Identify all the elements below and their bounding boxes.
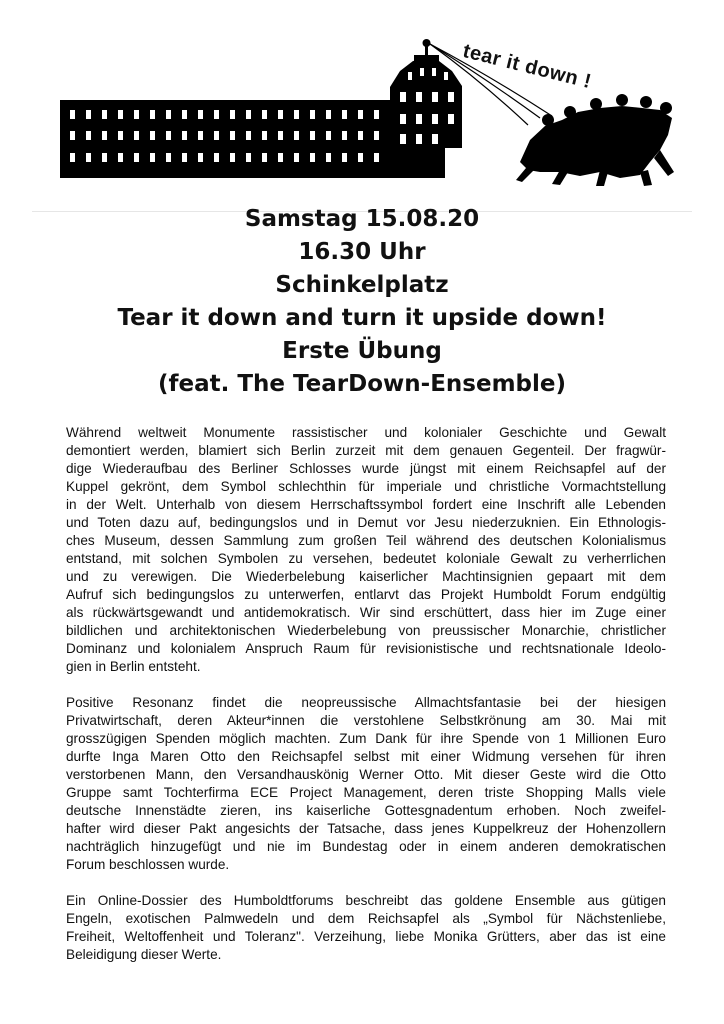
text-line: bildlichen und architektonischen Wiederbelebung von preussischer Monarchie, christlicher xyxy=(66,623,666,638)
text-line: Positive Resonanz findet die neopreussische Allmachtsfantasie bei der hiesigen xyxy=(66,695,666,710)
event-date: Samstag 15.08.20 xyxy=(244,206,480,232)
paragraph xyxy=(66,424,666,676)
text-line: Privatwirtschaft, deren Akteur*innen die verstohlene Selbstkrönung am 30. Mai mit xyxy=(66,713,666,728)
text-line: demontiert werden, blamiert sich Berlin zurzeit mit dem genauen Gegenteil. Der fragwür- xyxy=(66,443,666,458)
text-line: ches Museum, dessen Sammlung zum großen Teil während des deutschen Kolonialismus xyxy=(66,533,666,548)
text-line: Freiheit, Weltoffenheit und Toleranz". Verzeihung, liebe Monika Grütters, aber das ist eine xyxy=(66,929,666,944)
text-line: und zu verewigen. Die Wiederbelebung kaiserlicher Machtinsignien gepaart mit dem xyxy=(66,569,666,584)
text-line: Gruppe samt Tochterfirma ECE Project Management, deren triste Shopping Malls viele xyxy=(66,785,666,800)
text-line: Engeln, exotischen Palmwedeln und dem Reichsapfel als „Symbol für Nächstenliebe, xyxy=(66,911,666,926)
body-text xyxy=(66,424,666,982)
text-line: und Toten dazu auf, bedingungslos und in Demut vor Jesu niederzuknien. Ein Ethnologis- xyxy=(66,515,666,530)
paragraph xyxy=(66,892,666,964)
text-line: Forum beschlossen wurde. xyxy=(66,857,230,872)
text-line: Während weltweit Monumente rassistischer und kolonialer Geschichte und Gewalt xyxy=(66,425,666,440)
text-line: hafter wird dieser Pakt angesichts der Tatsache, dass jenes Kuppelkreuz der Hohenzollern xyxy=(66,821,666,836)
text-line: in der Welt. Unterhalb von diesem Herrschaftssymbol fordert eine Inschrift alle Lebenden xyxy=(66,497,666,512)
text-line: entstand, mit solchen Symbolen zu versehen, bedeutet koloniale Gewalt zu verherrlichen xyxy=(66,551,666,566)
event-subtitle: Erste Übung xyxy=(282,338,442,364)
text-line: Aufruf sich bedingungslos zu unterwerfen, entlarvt das Projekt Humboldt Forum endgültig xyxy=(66,587,666,602)
tagline: tear it down ! xyxy=(460,40,594,94)
header-illustration xyxy=(0,0,724,205)
text-line: deutsche Innenstädte zieren, ins kaiserliche Gottesgnadentum erhoben. Noch zweifel- xyxy=(66,803,666,818)
text-line: verstorbenen Mann, den Versandhauskönig Werner Otto. Mit dieser Geste wird die Otto xyxy=(66,767,666,782)
text-line: Dominanz und kolonialem Anspruch Raum für revisionistische und rechtsnationale Ideolo- xyxy=(66,641,666,656)
event-time: 16.30 Uhr xyxy=(298,239,426,265)
text-line: als rückwärtsgewandt und antidemokratisch. Wir sind erschüttert, dass hier im Zuge einer xyxy=(66,605,666,620)
event-location: Schinkelplatz xyxy=(275,272,449,298)
event-slogan: Tear it down and turn it upside down! xyxy=(117,305,607,331)
event-info xyxy=(0,203,724,401)
paragraph xyxy=(66,694,666,874)
text-line: gien in Berlin entsteht. xyxy=(66,659,201,674)
text-line: Kuppel gekrönt, dem Symbol schlechthin für imperiale und christliche Vormachtstellung xyxy=(66,479,666,494)
text-line: Ein Online-Dossier des Humboldtforums beschreibt das goldene Ensemble aus gütigen xyxy=(66,893,666,908)
text-line: grosszügigen Spenden möglich machten. Zum Dank für ihre Spende von 1 Millionen Euro xyxy=(66,731,666,746)
palace-silhouette-icon xyxy=(60,39,462,178)
event-feature: (feat. The TearDown-Ensemble) xyxy=(157,371,566,397)
text-line: dige Wiederaufbau des Berliner Schlosses wurde jüngst mit einem Reichsapfel auf der xyxy=(66,461,666,476)
text-line: nachträglich hinzugefügt und nie im Bundestag oder in einem anderen demokratischen xyxy=(66,839,666,854)
text-line: Beleidigung dieser Werte. xyxy=(66,947,222,962)
text-line: durfte Inga Maren Otto den Reichsapfel selbst mit einer Widmung versehen für ihren xyxy=(66,749,666,764)
